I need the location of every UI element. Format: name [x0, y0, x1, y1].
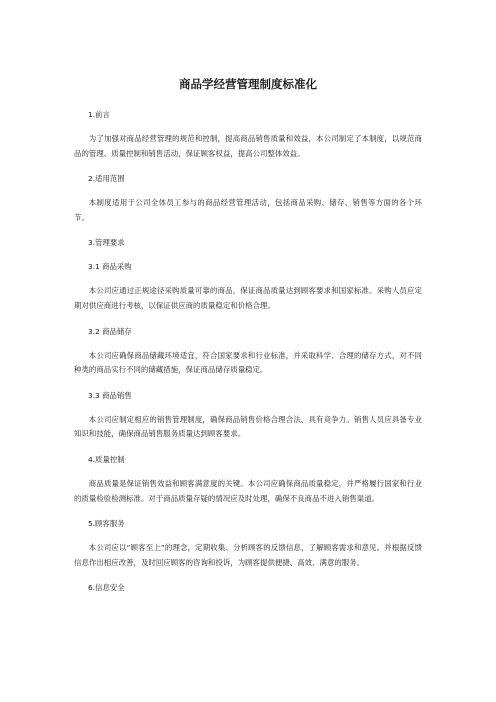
section-heading-scope: 2.适用范围 — [88, 174, 125, 184]
section-heading-procurement: 3.1 商品采购 — [88, 262, 132, 272]
document-title: 商品学经营管理制度标准化 — [179, 77, 317, 91]
section-paragraph-sales: 本公司应制定相应的销售管理制度，确保商品销售价格合理合法、具有竞争力。销售人员应具备专业知识和技能，确保商品销售服务质量达到顾客要求。 — [74, 414, 422, 439]
section-heading-preface: 1.前言 — [88, 110, 110, 119]
section-paragraph-preface: 为了加强对商品经营管理的规范和控制，提高商品销售质量和效益，本公司制定了本制度，以规范商品的管理、质量控制和销售活动，保证顾客权益，提高公司整体效益。 — [74, 134, 422, 158]
section-heading-information-security: 6.信息安全 — [88, 583, 125, 593]
section-heading-quality-control: 4.质量控制 — [88, 454, 125, 464]
document-body — [74, 108, 422, 605]
section-paragraph-customer-service: 本公司应以“顾客至上”的理念，定期收集、分析顾客的反馈信息，了解顾客需求和意见。并根据反馈信息作出相应改善，及时回应顾客的咨询和投诉，为顾客提供便捷、高效、满意的服务。 — [74, 543, 422, 567]
section-paragraph-scope: 本制度适用于公司全体员工参与的商品经营管理活动，包括商品采购、储存、销售等方面的各个环节。 — [74, 198, 422, 222]
section-heading-management-requirements: 3.管理要求 — [88, 238, 125, 248]
section-paragraph-quality-control: 商品质量是保证销售效益和顾客满意度的关键。本公司应确保商品质量稳定，并严格履行国家和行业的质量检验检测标准。对于商品质量存疑的情况应及时处理，确保不良商品不进入销售渠道。 — [74, 478, 422, 503]
section-heading-customer-service: 5.顾客服务 — [88, 519, 125, 529]
section-paragraph-procurement: 本公司应通过正规途径采购质量可靠的商品，保证商品质量达到顾客要求和国家标准。采购人员应定期对供应商进行考核，以保证供应商的质量稳定和价格合理。 — [74, 286, 422, 310]
section-paragraph-storage: 本公司应确保商品储藏环境适宜，符合国家要求和行业标准，并采取科学、合理的储存方式，对不同种类的商品实行不同的储藏措施，保证商品储存质量稳定。 — [74, 350, 422, 375]
section-heading-sales: 3.3 商品销售 — [88, 390, 132, 400]
section-heading-storage: 3.2 商品储存 — [88, 326, 132, 336]
